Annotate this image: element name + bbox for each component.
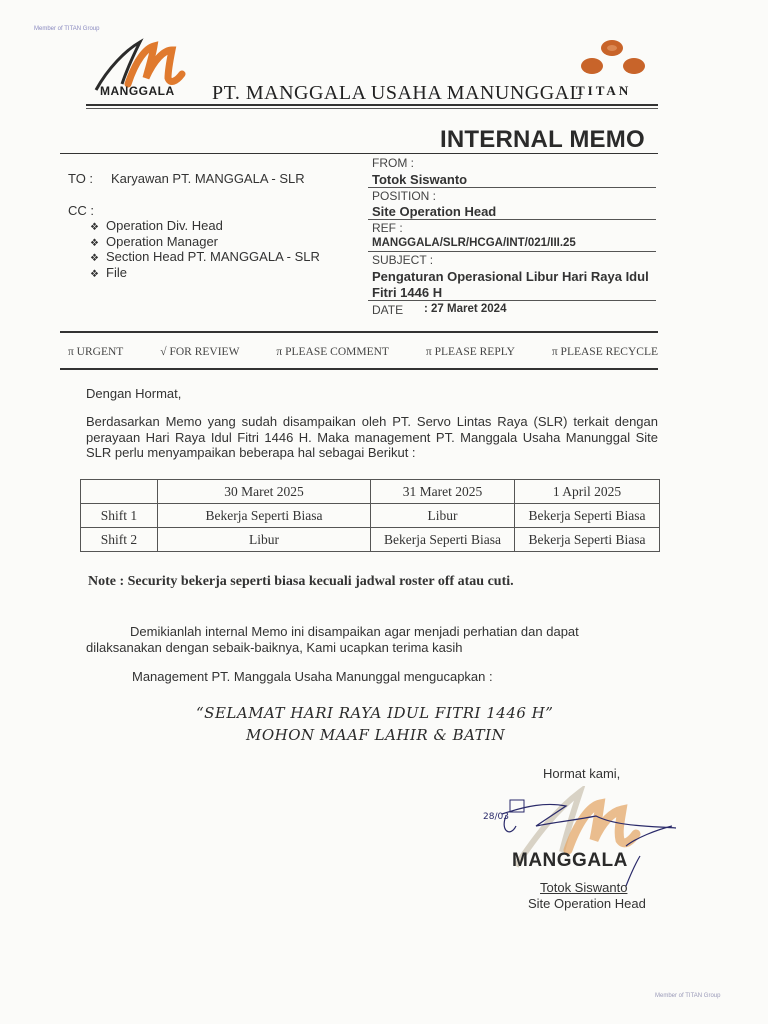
header-divider-thin [86, 108, 658, 109]
table-row [81, 504, 660, 528]
position-label: POSITION : [372, 189, 437, 203]
subject-value: Pengaturan Operasional Libur Hari Raya Idul Fitri 1446 H [372, 269, 649, 300]
table-cell: Bekerja Seperti Biasa [371, 528, 515, 552]
company-name: PT. MANGGALA USAHA MANUNGGAL [212, 82, 583, 104]
cc-item-label: Operation Div. Head [106, 218, 223, 233]
table-cell: Libur [371, 504, 515, 528]
bullet-icon: ❖ [90, 253, 99, 264]
footer-note: Member of TITAN Group [655, 993, 721, 999]
bullet-icon: ❖ [90, 222, 99, 233]
ref-label: REF : [372, 221, 403, 235]
closing-paragraph [86, 624, 658, 655]
table-header-cell: 1 April 2025 [515, 480, 660, 504]
holiday-greeting: “SELAMAT HARI RAYA IDUL FITRI 1446 H” [196, 704, 554, 722]
field-divider [368, 187, 656, 188]
flag-for-review: √ FOR REVIEW [160, 346, 240, 358]
flags-row [68, 346, 658, 358]
title-divider [60, 153, 658, 154]
flags-bottom-divider [60, 368, 658, 370]
table-cell: Shift 1 [81, 504, 158, 528]
date-label: DATE [372, 303, 404, 317]
memo-title: INTERNAL MEMO [440, 126, 645, 153]
cc-item [90, 265, 320, 281]
cc-label: CC : [68, 203, 94, 218]
table-row [81, 528, 660, 552]
cc-item-label: File [106, 264, 127, 280]
field-divider [368, 300, 656, 301]
table-cell: Bekerja Seperti Biasa [515, 528, 660, 552]
apology-greeting: MOHON MAAF LAHIR & BATIN [246, 726, 506, 744]
cc-item [90, 218, 320, 234]
cc-item [90, 234, 320, 250]
closing-line: dilaksanakan dengan sebaik-baiknya, Kami ucapkan terima kasih [86, 639, 463, 655]
date-value: : 27 Maret 2024 [424, 303, 507, 315]
to-value: Karyawan PT. MANGGALA - SLR [111, 171, 305, 186]
security-note: Note : Security bekerja seperti biasa kecuali jadwal roster off atau cuti. [88, 574, 514, 589]
cc-item [90, 249, 320, 265]
signature-stamp [476, 786, 688, 890]
position-value: Site Operation Head [372, 204, 497, 219]
field-divider [368, 219, 656, 220]
header-divider [86, 104, 658, 106]
shift-schedule-table [80, 479, 660, 552]
table-header-cell: 31 Maret 2025 [371, 480, 515, 504]
member-note: Member of TITAN Group [34, 26, 100, 32]
ref-value: MANGGALA/SLR/HCGA/INT/021/III.25 [372, 237, 576, 249]
stamp-wordmark: MANGGALA [512, 850, 628, 871]
bullet-icon: ❖ [90, 237, 99, 249]
subject-label: SUBJECT : [372, 253, 434, 267]
table-cell: Libur [158, 528, 371, 552]
flag-please-reply: π PLEASE REPLY [425, 346, 515, 358]
flags-top-divider [60, 331, 658, 333]
field-divider [368, 251, 656, 252]
flag-urgent: π URGENT [68, 346, 124, 358]
titan-wordmark: TITAN [576, 83, 632, 98]
body-paragraph: Berdasarkan Memo yang sudah disampaikan oleh PT. Servo Lintas Raya (SLR) terkait dengan perayaan Hari Raya Idul Fitri 1446 H. Maka management PT. Manggala Usaha Manunggal Site SLR perlu menyampaikan beberapa hal sebagai Berikut : [86, 414, 658, 460]
table-header-row [81, 480, 660, 504]
from-label: FROM : [372, 156, 414, 170]
signer-name: Totok Siswanto [540, 880, 628, 895]
bullet-icon: ❖ [90, 268, 99, 280]
regards-text: Hormat kami, [543, 766, 621, 781]
cc-item-label: Operation Manager [106, 233, 219, 249]
table-header-cell: 30 Maret 2025 [158, 480, 371, 504]
table-cell: Bekerja Seperti Biasa [158, 504, 371, 528]
table-cell: Bekerja Seperti Biasa [515, 504, 660, 528]
cc-item-label: Section Head PT. MANGGALA - SLR [106, 249, 320, 264]
table-header-cell [81, 480, 158, 504]
handwritten-date: 28/03 [483, 812, 509, 822]
flag-please-comment: π PLEASE COMMENT [276, 346, 389, 358]
from-value: Totok Siswanto [372, 172, 468, 187]
table-cell: Shift 2 [81, 528, 158, 552]
signer-position: Site Operation Head [528, 896, 646, 911]
logo-wordmark: MANGGALA [100, 84, 175, 98]
to-label: TO : [68, 171, 94, 186]
greeting: Dengan Hormat, [86, 386, 182, 401]
closing-line: Demikianlah internal Memo ini disampaikan agar menjadi perhatian dan dapat [130, 624, 579, 639]
flag-please-recycle: π PLEASE RECYCLE [551, 346, 658, 358]
management-line: Management PT. Manggala Usaha Manunggal mengucapkan : [132, 669, 493, 684]
cc-list [90, 218, 320, 280]
